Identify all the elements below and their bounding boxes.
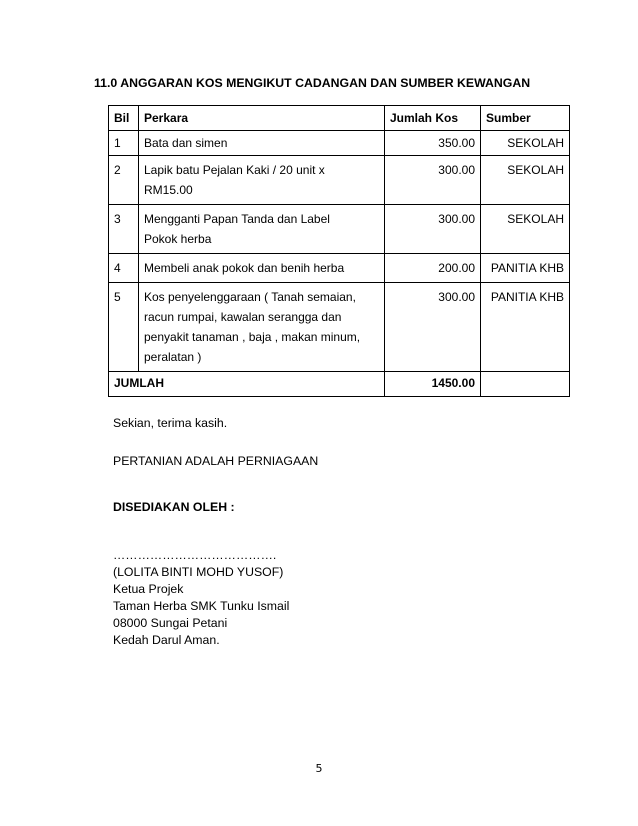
row-jumlah-kos: 200.00: [385, 254, 481, 283]
address-line-2: 08000 Sungai Petani: [113, 616, 228, 630]
signature-line: ………………………………….: [113, 548, 277, 562]
total-label: JUMLAH: [109, 372, 385, 397]
perkara-line: Pokok herba: [144, 232, 212, 246]
perkara-line: Kos penyelenggaraan ( Tanah semaian,: [144, 290, 356, 304]
header-perkara: Perkara: [139, 106, 385, 131]
signature-block: [113, 547, 289, 649]
header-jumlah-kos: Jumlah Kos: [385, 106, 481, 131]
row-perkara: [139, 283, 385, 372]
closing-text: Sekian, terima kasih.: [113, 416, 228, 430]
table-header-row: [109, 106, 570, 131]
signatory-name: (LOLITA BINTI MOHD YUSOF): [113, 565, 284, 579]
row-sumber: PANITIA KHB: [481, 254, 570, 283]
row-bil: 3: [109, 205, 139, 254]
row-bil: 1: [109, 131, 139, 156]
row-sumber: SEKOLAH: [481, 205, 570, 254]
signatory-role: Ketua Projek: [113, 582, 184, 596]
perkara-line: RM15.00: [144, 183, 193, 197]
row-perkara: [139, 131, 385, 156]
row-bil: 4: [109, 254, 139, 283]
page-number: 5: [315, 762, 323, 775]
row-perkara: [139, 205, 385, 254]
address-line-1: Taman Herba SMK Tunku Ismail: [113, 599, 290, 613]
motto-text: PERTANIAN ADALAH PERNIAGAAN: [113, 454, 319, 468]
perkara-line: peralatan ): [144, 350, 202, 364]
total-value: 1450.00: [385, 372, 481, 397]
perkara-line: Mengganti Papan Tanda dan Label: [144, 212, 330, 226]
table-row: [109, 156, 570, 205]
row-bil: 2: [109, 156, 139, 205]
perkara-line: racun rumpai, kawalan serangga dan: [144, 310, 342, 324]
total-row: [109, 372, 570, 397]
header-sumber: Sumber: [481, 106, 570, 131]
row-sumber: SEKOLAH: [481, 131, 570, 156]
row-jumlah-kos: 300.00: [385, 156, 481, 205]
table-row: [109, 283, 570, 372]
prepared-by-label: DISEDIAKAN OLEH :: [113, 500, 235, 514]
row-perkara: [139, 254, 385, 283]
total-sumber-empty: [481, 372, 570, 397]
section-heading: 11.0 ANGGARAN KOS MENGIKUT CADANGAN DAN SUMBER KEWANGAN: [94, 76, 531, 90]
row-sumber: SEKOLAH: [481, 156, 570, 205]
address-line-3: Kedah Darul Aman.: [113, 633, 220, 647]
perkara-line: Membeli anak pokok dan benih herba: [144, 261, 345, 275]
row-jumlah-kos: 350.00: [385, 131, 481, 156]
perkara-line: penyakit tanaman , baja , makan minum,: [144, 330, 361, 344]
row-jumlah-kos: 300.00: [385, 283, 481, 372]
cost-table: [108, 105, 570, 397]
perkara-line: Bata dan simen: [144, 136, 228, 150]
table-row: [109, 205, 570, 254]
row-perkara: [139, 156, 385, 205]
row-bil: 5: [109, 283, 139, 372]
table-row: [109, 131, 570, 156]
row-sumber: PANITIA KHB: [481, 283, 570, 372]
header-bil: Bil: [109, 106, 139, 131]
table-row: [109, 254, 570, 283]
row-jumlah-kos: 300.00: [385, 205, 481, 254]
perkara-line: Lapik batu Pejalan Kaki / 20 unit x: [144, 163, 325, 177]
